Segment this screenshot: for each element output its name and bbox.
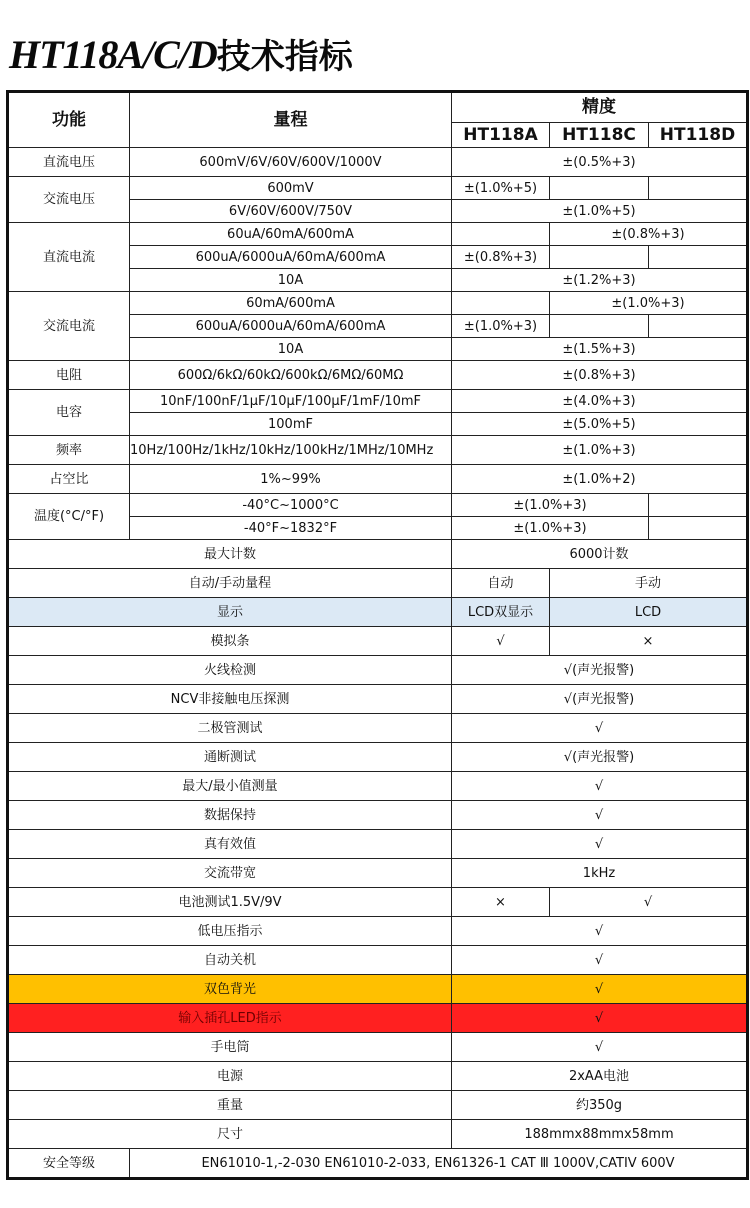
accuracy-d (649, 246, 748, 269)
table-row (8, 540, 748, 569)
feature-name: 电池测试1.5V/9V (8, 888, 452, 917)
function-name: 直流电流 (8, 223, 130, 292)
accuracy-a: ±(1.0%+3) (452, 315, 550, 338)
cross-icon: × (550, 627, 748, 656)
feature-name: 手电筒 (8, 1033, 452, 1062)
check-icon: √ (550, 888, 748, 917)
accuracy-ac: ±(1.0%+3) (452, 494, 649, 517)
table-row (8, 1004, 748, 1033)
feature-value: 2xAA电池 (452, 1062, 748, 1091)
accuracy-cell: ±(1.2%+3) (452, 269, 748, 292)
feature-name: 通断测试 (8, 743, 452, 772)
feature-name: 最大/最小值测量 (8, 772, 452, 801)
check-icon: √ (452, 917, 748, 946)
feature-value: √(声光报警) (452, 743, 748, 772)
accuracy-a (452, 292, 550, 315)
feature-value-a: 自动 (452, 569, 550, 598)
table-row (8, 598, 748, 627)
accuracy-c (550, 246, 649, 269)
check-icon: √ (452, 772, 748, 801)
range-cell: 60uA/60mA/600mA (130, 223, 452, 246)
table-row (8, 888, 748, 917)
accuracy-cd: ±(0.8%+3) (550, 223, 748, 246)
feature-value: 6000计数 (452, 540, 748, 569)
table-row (8, 743, 748, 772)
range-cell: 600uA/6000uA/60mA/600mA (130, 315, 452, 338)
header-accuracy: 精度 (452, 92, 748, 123)
accuracy-d (649, 517, 748, 540)
table-row (8, 361, 748, 390)
accuracy-d (649, 177, 748, 200)
table-row (8, 627, 748, 656)
feature-name: 模拟条 (8, 627, 452, 656)
range-cell: 10Hz/100Hz/1kHz/10kHz/100kHz/1MHz/10MHz (130, 436, 452, 465)
feature-name: NCV非接触电压探测 (8, 685, 452, 714)
table-row (8, 975, 748, 1004)
table-row (8, 1062, 748, 1091)
header-row (8, 92, 748, 123)
function-name: 电阻 (8, 361, 130, 390)
header-range: 量程 (130, 92, 452, 148)
table-row (8, 436, 748, 465)
accuracy-cell: ±(1.0%+2) (452, 465, 748, 494)
feature-name: 显示 (8, 598, 452, 627)
function-name: 温度(°C/°F) (8, 494, 130, 540)
spec-table (6, 90, 749, 1180)
feature-name: 火线检测 (8, 656, 452, 685)
feature-value: 188mmx88mmx58mm (452, 1120, 748, 1149)
range-cell: 600uA/6000uA/60mA/600mA (130, 246, 452, 269)
header-model-c: HT118C (550, 123, 649, 148)
range-cell: 1%~99% (130, 465, 452, 494)
feature-name: 真有效值 (8, 830, 452, 859)
table-row (8, 223, 748, 246)
feature-name: 低电压指示 (8, 917, 452, 946)
table-row (8, 1091, 748, 1120)
function-name: 直流电压 (8, 148, 130, 177)
table-row (8, 685, 748, 714)
check-icon: √ (452, 946, 748, 975)
title-suffix: 技术指标 (216, 37, 353, 77)
accuracy-cell: ±(0.5%+3) (452, 148, 748, 177)
table-row (8, 859, 748, 888)
table-row (8, 714, 748, 743)
table-row (8, 465, 748, 494)
accuracy-cell: ±(1.0%+5) (452, 200, 748, 223)
cross-icon: × (452, 888, 550, 917)
table-row (8, 917, 748, 946)
feature-name: 交流带宽 (8, 859, 452, 888)
range-cell: 600mV/6V/60V/600V/1000V (130, 148, 452, 177)
accuracy-cell: ±(0.8%+3) (452, 361, 748, 390)
feature-name: 双色背光 (8, 975, 452, 1004)
check-icon: √ (452, 1033, 748, 1062)
accuracy-cell: ±(4.0%+3) (452, 390, 748, 413)
table-row (8, 1033, 748, 1062)
function-name: 占空比 (8, 465, 130, 494)
accuracy-cell: ±(1.0%+3) (452, 436, 748, 465)
header-function: 功能 (8, 92, 130, 148)
feature-name: 重量 (8, 1091, 452, 1120)
table-row (8, 830, 748, 859)
safety-standards: EN61010-1,-2-030 EN61010-2-033, EN61326-1 CAT Ⅲ 1000V,CATIV 600V (130, 1149, 748, 1179)
feature-name: 自动关机 (8, 946, 452, 975)
function-name: 交流电压 (8, 177, 130, 223)
feature-value: √(声光报警) (452, 656, 748, 685)
accuracy-cell: ±(1.5%+3) (452, 338, 748, 361)
feature-value: 1kHz (452, 859, 748, 888)
range-cell: 6V/60V/600V/750V (130, 200, 452, 223)
table-row (8, 292, 748, 315)
accuracy-d (649, 494, 748, 517)
feature-name: 数据保持 (8, 801, 452, 830)
header-model-d: HT118D (649, 123, 748, 148)
range-cell: -40°C~1000°C (130, 494, 452, 517)
feature-name: 安全等级 (8, 1149, 130, 1179)
feature-value-cd: 手动 (550, 569, 748, 598)
accuracy-d (649, 315, 748, 338)
table-row (8, 801, 748, 830)
table-row (8, 494, 748, 517)
feature-name: 最大计数 (8, 540, 452, 569)
table-row (8, 1120, 748, 1149)
range-cell: -40°F~1832°F (130, 517, 452, 540)
page-title (9, 30, 353, 80)
range-cell: 60mA/600mA (130, 292, 452, 315)
feature-value: 约350g (452, 1091, 748, 1120)
range-cell: 100mF (130, 413, 452, 436)
check-icon: √ (452, 975, 748, 1004)
function-name: 频率 (8, 436, 130, 465)
range-cell: 600Ω/6kΩ/60kΩ/600kΩ/6MΩ/60MΩ (130, 361, 452, 390)
check-icon: √ (452, 1004, 748, 1033)
feature-name: 电源 (8, 1062, 452, 1091)
table-row (8, 772, 748, 801)
feature-name: 尺寸 (8, 1120, 452, 1149)
feature-value-a: LCD双显示 (452, 598, 550, 627)
range-cell: 600mV (130, 177, 452, 200)
accuracy-a: ±(0.8%+3) (452, 246, 550, 269)
accuracy-a (452, 223, 550, 246)
function-name: 电容 (8, 390, 130, 436)
check-icon: √ (452, 830, 748, 859)
table-row (8, 946, 748, 975)
check-icon: √ (452, 714, 748, 743)
header-model-a: HT118A (452, 123, 550, 148)
function-name: 交流电流 (8, 292, 130, 361)
range-cell: 10A (130, 269, 452, 292)
accuracy-a: ±(1.0%+5) (452, 177, 550, 200)
feature-name: 输入插孔LED指示 (8, 1004, 452, 1033)
accuracy-cell: ±(5.0%+5) (452, 413, 748, 436)
feature-name: 二极管测试 (8, 714, 452, 743)
check-icon: √ (452, 801, 748, 830)
feature-value-cd: LCD (550, 598, 748, 627)
feature-name: 自动/手动量程 (8, 569, 452, 598)
table-row (8, 656, 748, 685)
table-row (8, 177, 748, 200)
range-cell: 10A (130, 338, 452, 361)
table-row (8, 390, 748, 413)
range-cell: 10nF/100nF/1μF/10μF/100μF/1mF/10mF (130, 390, 452, 413)
table-row (8, 148, 748, 177)
table-row (8, 569, 748, 598)
check-icon: √ (452, 627, 550, 656)
accuracy-cd: ±(1.0%+3) (550, 292, 748, 315)
title-model: HT118A/C/D (9, 32, 217, 77)
accuracy-ac: ±(1.0%+3) (452, 517, 649, 540)
feature-value: √(声光报警) (452, 685, 748, 714)
accuracy-c (550, 177, 649, 200)
table-row (8, 1149, 748, 1179)
accuracy-c (550, 315, 649, 338)
